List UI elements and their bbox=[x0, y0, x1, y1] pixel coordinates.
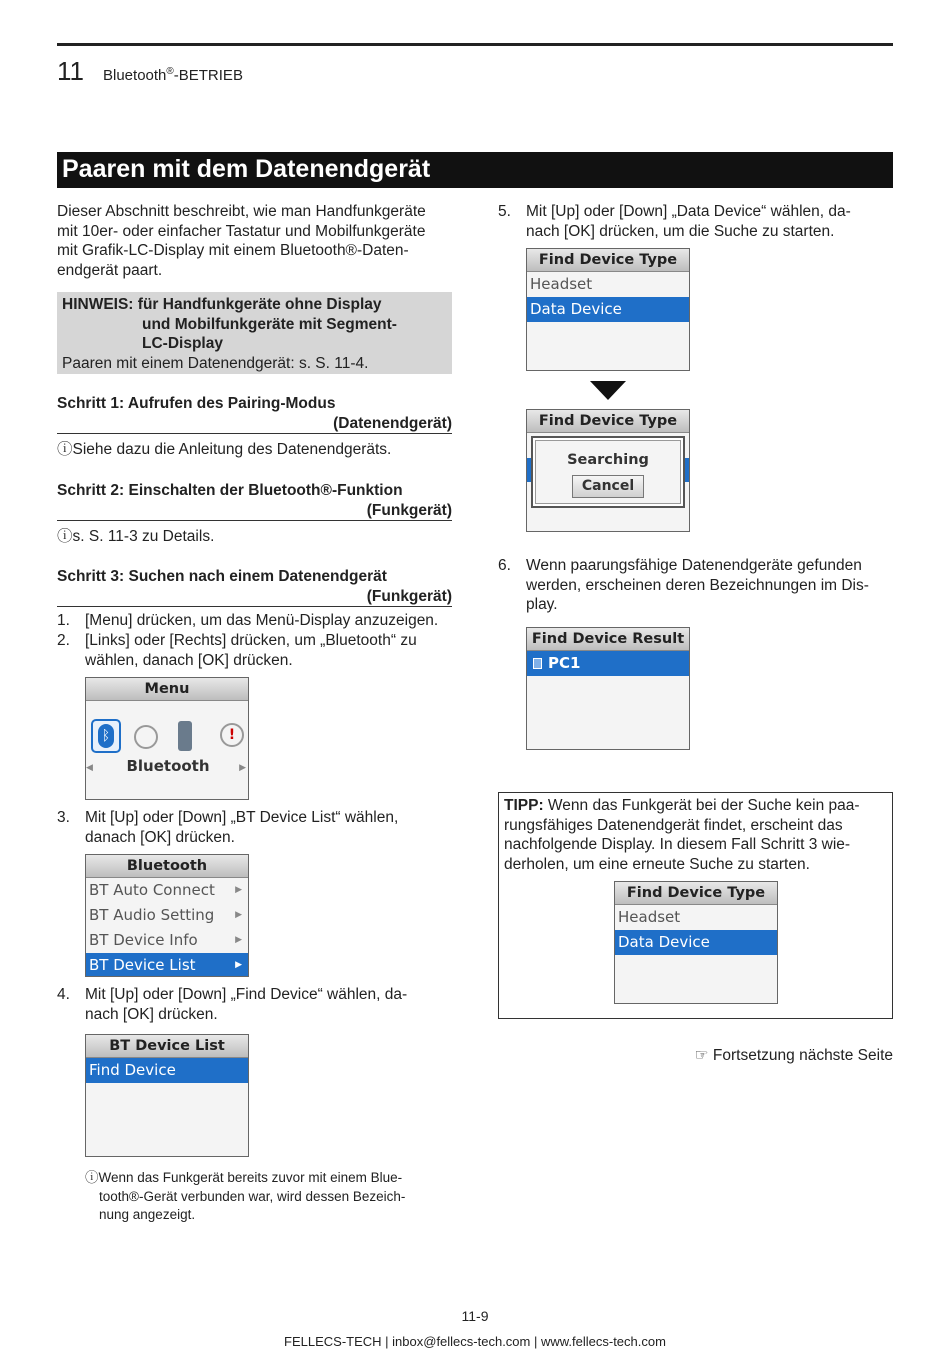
lcd-title: Find Device Result bbox=[527, 628, 689, 651]
step1-heading: Schritt 1: Aufrufen des Pairing-Modus (Datenendgerät) bbox=[57, 394, 452, 434]
chevron-right-icon: ▶ bbox=[235, 885, 242, 895]
lcd-title: Menu bbox=[86, 678, 248, 701]
lcd-row-selected: PC1 bbox=[527, 651, 689, 676]
lcd-row-selected: BT Device List ▶ bbox=[86, 953, 248, 977]
chevron-right-icon: ▶ bbox=[235, 935, 242, 945]
lcd-title: Find Device Type bbox=[615, 882, 777, 905]
radio-icon bbox=[178, 721, 192, 751]
lcd-menu-screen bbox=[85, 677, 249, 800]
page-number: 11-9 bbox=[461, 1308, 489, 1324]
small-note: ⓘWenn das Funkgerät bereits zuvor mit einem Blue- tooth®-Gerät verbunden war, wird dessen Bezeich- nung angezeigt. bbox=[85, 1170, 406, 1222]
warning-icon: ! bbox=[220, 723, 244, 747]
info-icon: ⓘ bbox=[57, 441, 73, 458]
lcd-row-selected: Data Device bbox=[527, 297, 689, 322]
lcd-row: BT Audio Setting ▶ bbox=[86, 903, 248, 928]
chapter-number: 11 bbox=[57, 56, 84, 86]
lcd-row-selected: Data Device bbox=[615, 930, 777, 955]
cancel-button: Cancel bbox=[572, 475, 644, 498]
right-arrow-icon: ▶ bbox=[239, 763, 246, 773]
note-box: HINWEIS: für Handfunkgeräte ohne Display und Mobilfunkgeräte mit Segment- LC-Display Paaren mit einem Datenendgerät: s. S. 11-4. bbox=[57, 292, 452, 374]
footer-text: FELLECS-TECH | inbox@fellecs-tech.com | www.fellecs-tech.com bbox=[284, 1334, 666, 1349]
lcd-title: BT Device List bbox=[86, 1035, 248, 1058]
intro-paragraph: Dieser Abschnitt beschreibt, wie man Handfunkgeräte mit 10er- oder einfacher Tastatur und Mobilfunkgeräte mit Grafik-LC-Display mit einem Bluetooth®-Daten- endgerät paart. bbox=[57, 203, 426, 279]
step2-info: ⓘs. S. 11-3 zu Details. bbox=[57, 528, 215, 545]
list-item-6: 6. Wenn paarungsfähige Datenendgeräte gefunden werden, erscheinen deren Bezeichnungen im Dis- play. bbox=[498, 557, 869, 613]
chevron-right-icon: ▶ bbox=[235, 910, 242, 920]
list-item-4: 4. Mit [Up] oder [Down] „Find Device“ wählen, da- nach [OK] drücken. bbox=[57, 986, 408, 1023]
section-title: Paaren mit dem Datenendgerät bbox=[57, 152, 893, 188]
pc-icon bbox=[533, 658, 542, 669]
continue-note: ☞ Fortsetzung nächste Seite bbox=[694, 1047, 893, 1064]
header-rule bbox=[57, 43, 893, 46]
lcd-searching-screen bbox=[526, 409, 690, 532]
lcd-row: BT Auto Connect ▶ bbox=[86, 878, 248, 903]
lcd-title: Bluetooth bbox=[86, 855, 248, 878]
bluetooth-icon: ᛒ bbox=[91, 719, 121, 753]
pointing-hand-icon: ☞ bbox=[694, 1047, 709, 1064]
clock-icon bbox=[134, 725, 158, 749]
lcd-title: Find Device Type bbox=[527, 249, 689, 272]
info-icon: ⓘ bbox=[85, 1170, 99, 1185]
chevron-right-icon: ▶ bbox=[235, 960, 242, 970]
lcd-row: Headset bbox=[618, 908, 681, 926]
lcd-title: Find Device Type bbox=[527, 410, 689, 433]
step2-heading: Schritt 2: Einschalten der Bluetooth®-Funktion (Funkgerät) bbox=[57, 481, 452, 521]
down-arrow-icon bbox=[590, 381, 626, 400]
list-item-2: 2. [Links] oder [Rechts] drücken, um „Bluetooth“ zu wählen, danach [OK] drücken. bbox=[57, 632, 417, 669]
info-icon: ⓘ bbox=[57, 528, 73, 545]
left-arrow-icon: ◀ bbox=[86, 763, 93, 773]
searching-dialog: Searching Cancel bbox=[531, 436, 685, 508]
menu-selected-label: Bluetooth bbox=[126, 757, 210, 775]
lcd-bluetooth-screen bbox=[85, 854, 249, 977]
lcd-result-screen bbox=[526, 627, 690, 750]
step3-heading: Schritt 3: Suchen nach einem Datenendgerät (Funkgerät) bbox=[57, 567, 452, 607]
lcd-find-type-screen bbox=[526, 248, 690, 371]
lcd-tip-screen bbox=[614, 881, 778, 1004]
lcd-row: Headset bbox=[530, 275, 593, 293]
list-item-1: 1. [Menu] drücken, um das Menü-Display anzuzeigen. bbox=[57, 612, 439, 629]
list-item-3: 3. Mit [Up] oder [Down] „BT Device List“ wählen, danach [OK] drücken. bbox=[57, 809, 399, 846]
lcd-row: BT Device Info ▶ bbox=[86, 928, 248, 953]
lcd-device-list-screen bbox=[85, 1034, 249, 1157]
chapter-title: Bluetooth®-BETRIEB bbox=[103, 66, 243, 84]
step1-info: ⓘSiehe dazu die Anleitung des Datenendgeräts. bbox=[57, 441, 392, 458]
tip-box: TIPP: Wenn das Funkgerät bei der Suche kein paa- rungsfähiges Datenendgerät findet, erscheint das nachfolgende Display. In diesem Fall Schritt 3 wie- derholen, um eine erneute Suche zu starten. Find Device Type Headset Data Device bbox=[498, 792, 893, 1019]
list-item-5: 5. Mit [Up] oder [Down] „Data Device“ wählen, da- nach [OK] drücken, um die Suche zu starten. bbox=[498, 203, 851, 240]
lcd-row-selected: Find Device bbox=[86, 1058, 248, 1083]
